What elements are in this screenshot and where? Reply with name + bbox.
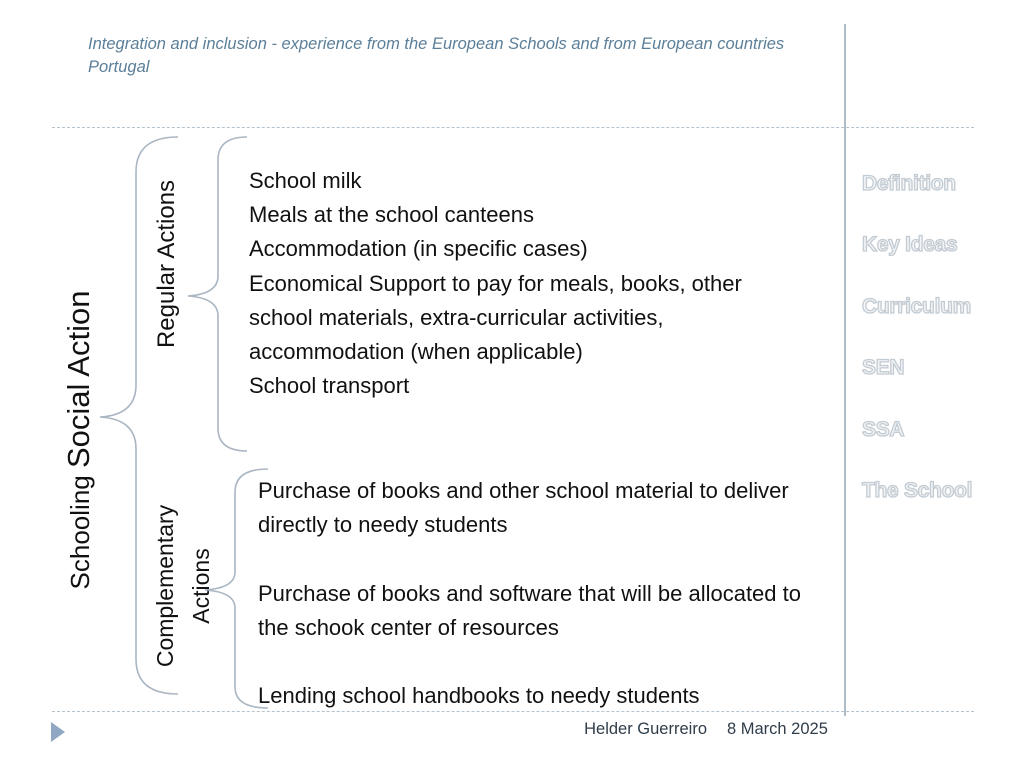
complementary-label-line2: Actions <box>188 548 214 624</box>
nav-item-ssa[interactable]: SSA <box>862 417 905 441</box>
header-title: Integration and inclusion - experience from the European Schools and from European countries <box>88 35 785 53</box>
complementary-actions-label <box>147 505 219 667</box>
list-item: Purchase of books and software that will be allocated to the schook center of resources <box>258 580 801 640</box>
list-item: Purchase of books and other school material to deliver directly to needy students <box>258 478 789 538</box>
main-label-emphasis: Social Action <box>61 290 96 469</box>
nav-item-sen[interactable]: SEN <box>862 356 905 380</box>
regular-actions-list <box>249 164 809 403</box>
list-item: School transport <box>249 373 410 399</box>
regular-actions-label: Regular Actions <box>153 179 180 349</box>
schooling-social-action-label <box>61 291 97 590</box>
list-item: Meals at the school canteens <box>249 202 534 228</box>
section-nav <box>862 167 972 535</box>
footer-date: 8 March 2025 <box>727 720 828 738</box>
main-label-prefix: Schooling <box>65 468 95 590</box>
header-subtitle: Portugal <box>88 58 150 76</box>
complementary-actions-list <box>258 474 818 713</box>
nav-item-key-ideas[interactable]: Key Ideas <box>862 233 958 257</box>
next-arrow-icon[interactable] <box>51 722 65 742</box>
nav-item-curriculum[interactable]: Curriculum <box>862 294 972 318</box>
complementary-label-line1: Complementary <box>152 504 178 668</box>
nav-item-the-school[interactable]: The School <box>862 478 973 502</box>
footer-author: Helder Guerreiro <box>584 720 707 738</box>
list-item: Lending school handbooks to needy students <box>258 683 700 709</box>
regular-bracket <box>188 137 247 451</box>
nav-item-definition[interactable]: Definition <box>862 172 956 195</box>
list-item: School milk <box>249 168 362 193</box>
list-item: Economical Support to pay for meals, books, other school materials, extra-curricular activities, accommodation (when applicable) <box>249 270 742 365</box>
list-item: Accommodation (in specific cases) <box>249 236 588 262</box>
